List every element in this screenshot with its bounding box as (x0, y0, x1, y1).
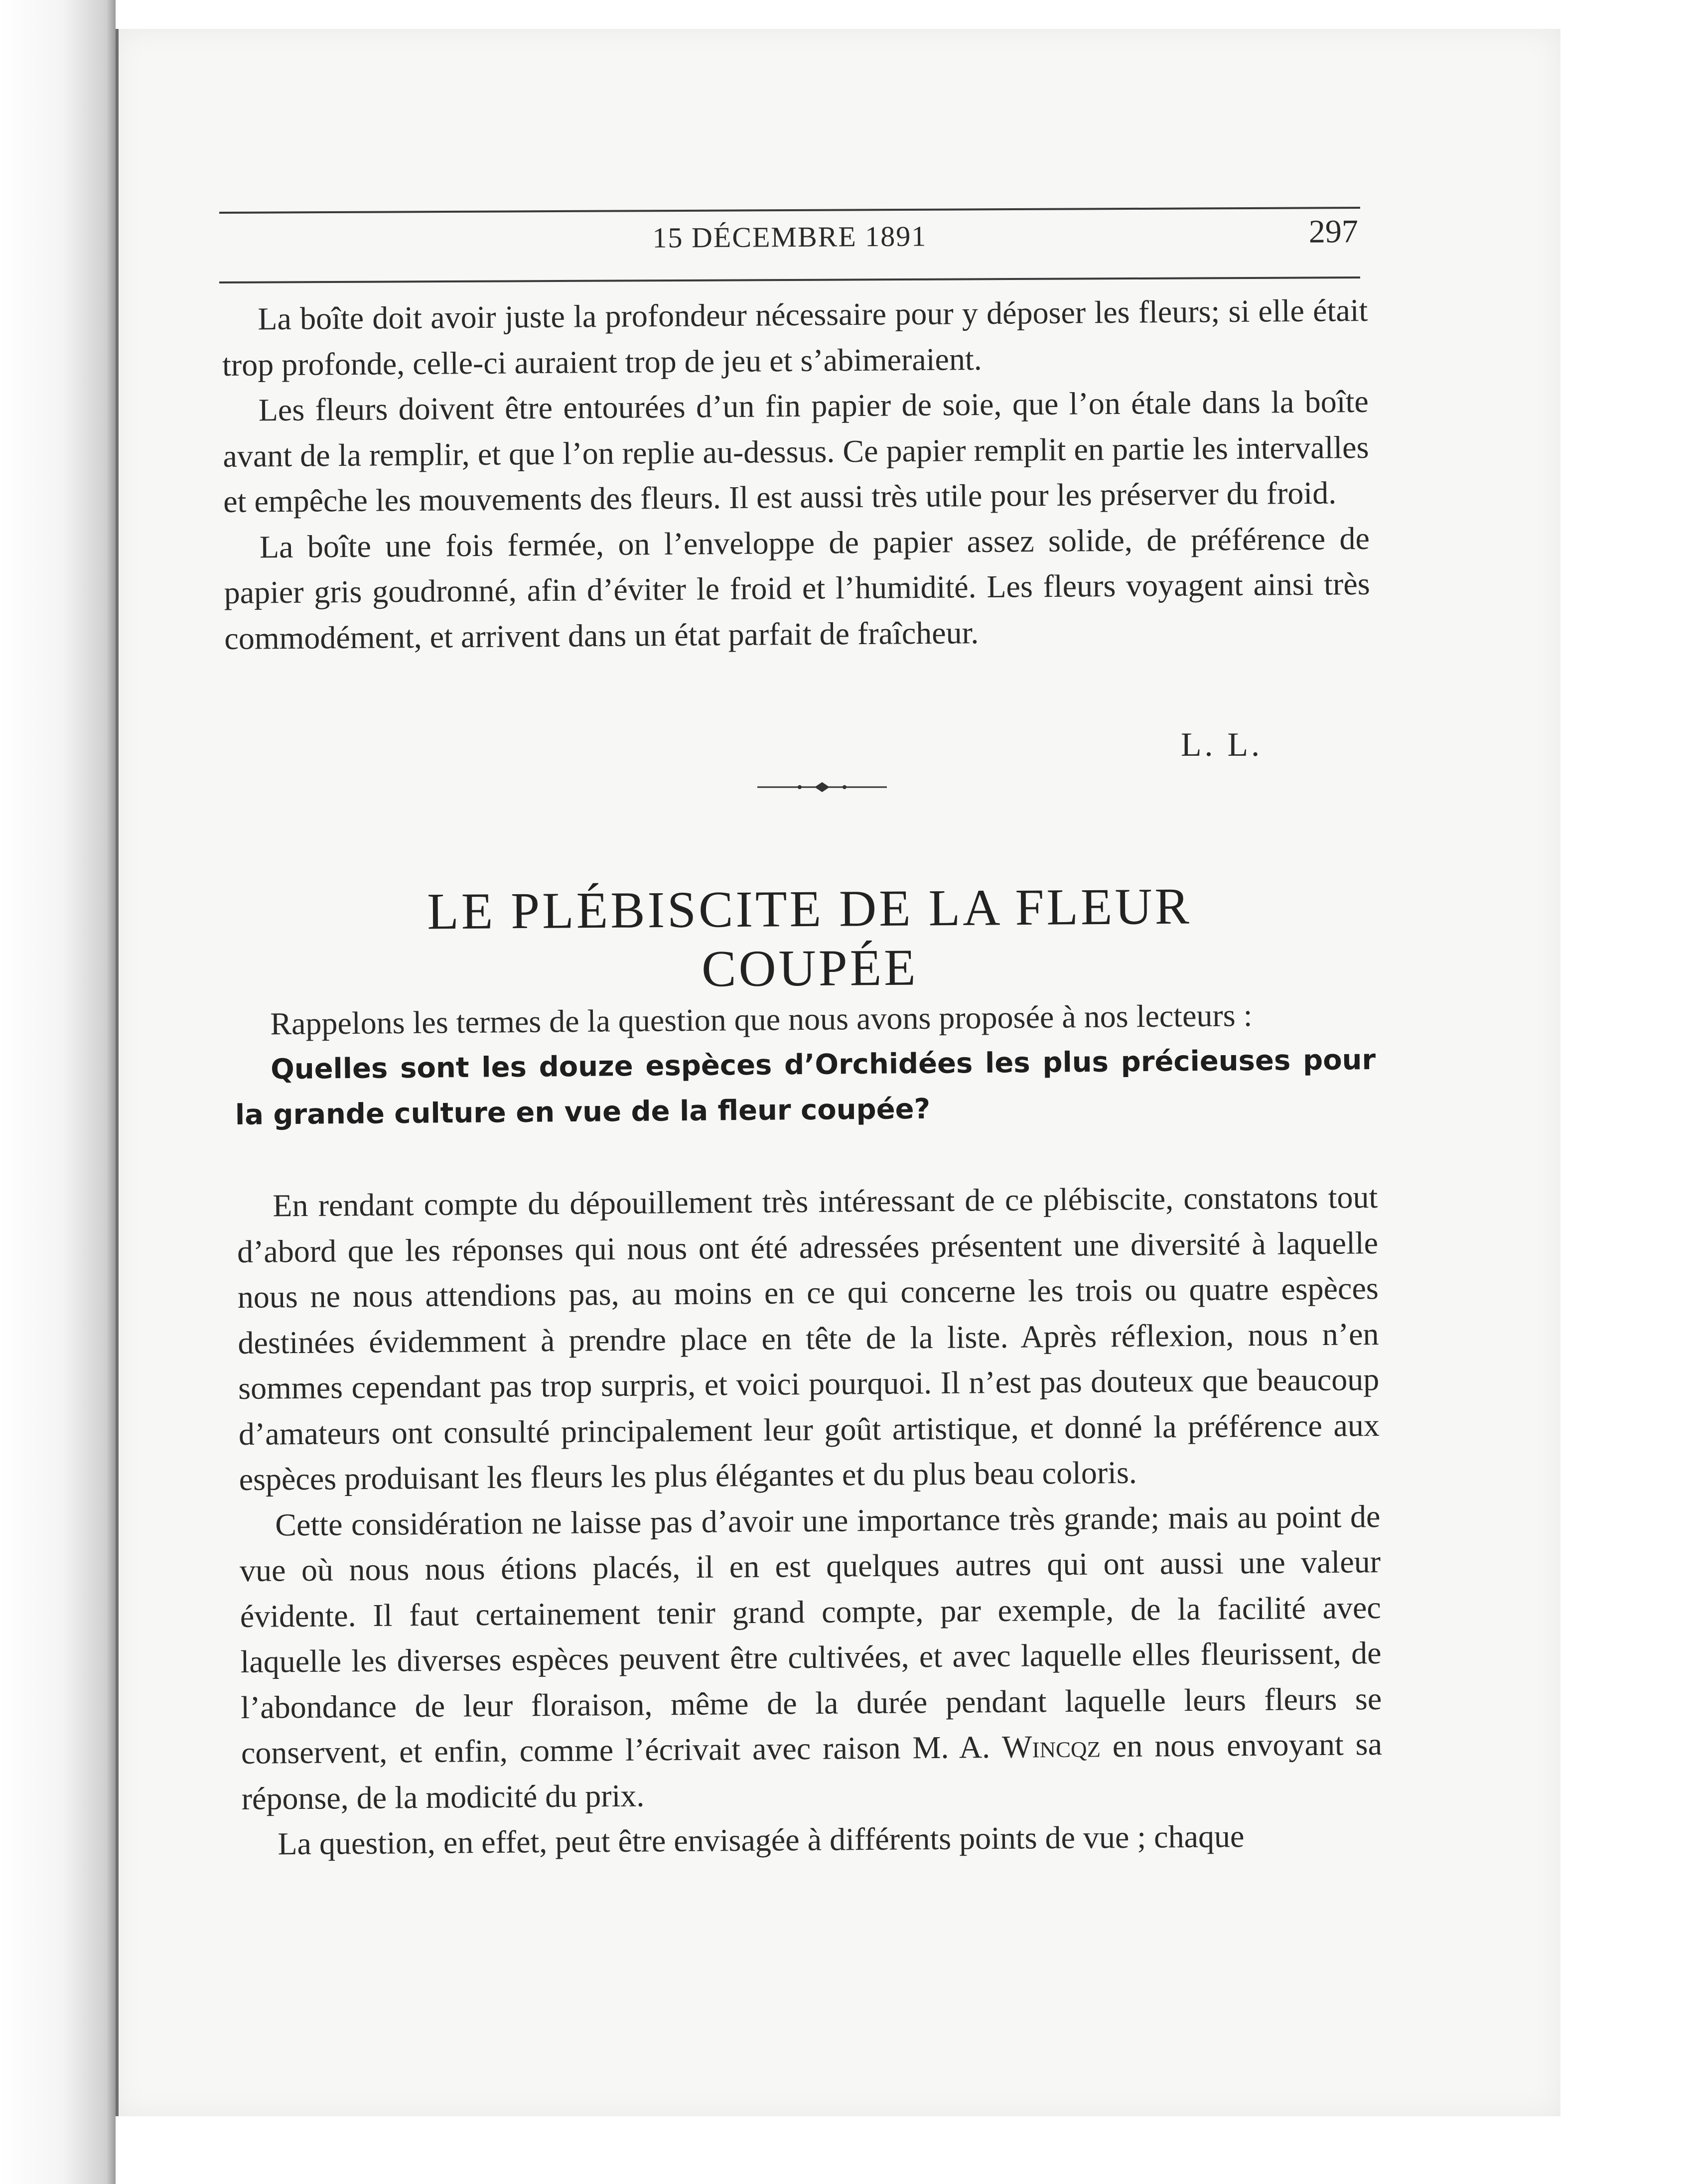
running-head (219, 211, 1361, 277)
header-date: 15 DÉCEMBRE 1891 (652, 220, 927, 254)
paragraph: En rendant compte du dépouillement très intéressant de ce plébiscite, constatons tout d’abord que les réponses qui nous ont été adressées présentent une diversité à laquelle nous ne nous attendions pas, au moins en ce qui concerne les trois ou quatre espèces destinées évidemment à prendre place en tête de la liste. Après réflexion, nous n’en sommes cependant pas trop surpris, et voici pourquoi. Il n’est pas douteux que beaucoup d’amateurs ont consulté principalement leur goût artistique, et donné la préférence aux espèces produisant les fleurs les plus élégantes et du plus beau coloris. (237, 1179, 1380, 1497)
paragraph-text: Cette considération ne laisse pas d’avoir une importance très grande; mais au point de vue où nous nous étions placés, il en est quelques autres qui ont aussi une valeur évidente. Il faut certainement tenir grand compte, par exemple, de la facilité avec laquelle les diverses espèces peuvent être cultivées, et avec laquelle elles fleurissent, de l’abondance de leur floraison, même de la durée pendant laquelle leurs fleurs se conservent, et enfin, comme l’écrivait avec raison M. A. (239, 1498, 1382, 1771)
scan-margin-shadow (0, 0, 116, 2184)
article-continuation (222, 287, 1371, 661)
paragraph-text: en nous envoyant sa réponse, de la modicité du prix. (241, 1726, 1383, 1816)
page-number: 297 (1308, 213, 1359, 250)
article-body (237, 1174, 1383, 1867)
intro-paragraph: Rappelons les termes de la question que nous avons proposée à nos lecteurs : (270, 997, 1253, 1042)
author-name: Wincqz (1001, 1728, 1101, 1765)
ornament-divider (757, 777, 887, 797)
paragraph: Les fleurs doivent être entourées d’un fin papier de soie, que l’on étale dans la boîte avant de la remplir, et que l’on replie au-dessus. Ce papier remplit en partie les intervalles et empêche les mouvements des fleurs. Il est aussi très utile pour les préserver du froid. (223, 383, 1369, 519)
author-signature: L. L. (1181, 725, 1263, 763)
question-text: Quelles sont les douze espèces d’Orchidées les plus précieuses pour la grande culture en vue de la fleur coupée? (235, 1043, 1376, 1131)
article-title: LE PLÉBISCITE DE LA FLEUR COUPÉE (426, 877, 1192, 998)
paragraph: La boîte une fois fermée, on l’enveloppe de papier assez solide, de préférence de papier gris goudronné, afin d’éviter le froid et l’humidité. Les fleurs voyagent ainsi très commodément, et arrivent dans un état parfait de fraîcheur. (224, 520, 1370, 656)
paragraph: La question, en effet, peut être envisagée à différents points de vue ; chaque (278, 1818, 1245, 1862)
page-edge (116, 29, 119, 2116)
paragraph: La boîte doit avoir juste la profondeur nécessaire pour y déposer les fleurs; si elle était trop profonde, celle-ci auraient trop de jeu et s’abimeraient. (222, 292, 1368, 383)
paragraph (239, 1493, 1383, 1821)
article-intro (234, 991, 1376, 1138)
